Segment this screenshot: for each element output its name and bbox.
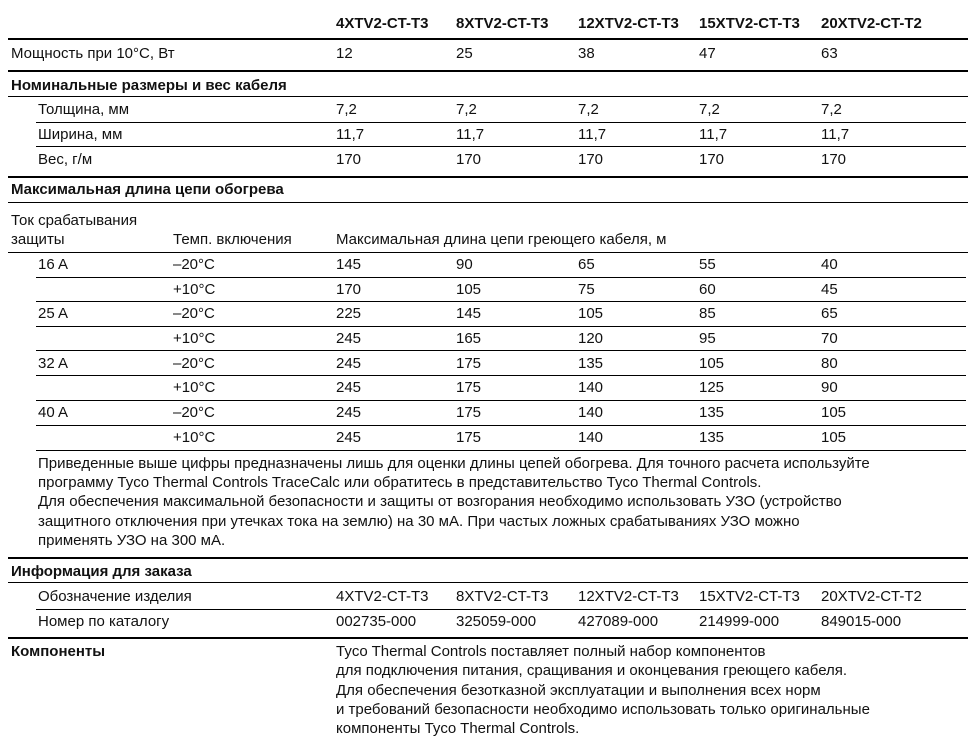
length-value: 105 xyxy=(821,404,847,421)
dimension-value: 11,7 xyxy=(456,126,485,143)
note-line: Приведенные выше цифры предназначены лишь для оценки длины цепей обогрева. Для точного расчета используйте xyxy=(38,455,870,472)
length-value: 170 xyxy=(336,281,362,298)
row-rule xyxy=(36,277,966,278)
length-value: 95 xyxy=(699,330,716,347)
length-value: 105 xyxy=(456,281,482,298)
components-title: Компоненты xyxy=(11,643,106,660)
length-value: 245 xyxy=(336,355,362,372)
temp-column-header: Темп. включения xyxy=(173,231,292,248)
length-value: 65 xyxy=(821,305,838,322)
current-value: 16 A xyxy=(38,256,69,273)
ordering-value: 214999-000 xyxy=(699,613,780,630)
length-value: 85 xyxy=(699,305,716,322)
length-value: 45 xyxy=(821,281,838,298)
model-header-5: 20XTV2-CT-T2 xyxy=(821,15,922,32)
dimension-value: 7,2 xyxy=(699,101,720,118)
dimension-value: 11,7 xyxy=(821,126,850,143)
power-value: 63 xyxy=(821,45,838,62)
length-value: 70 xyxy=(821,330,838,347)
temp-value: –20°C xyxy=(173,305,215,322)
header-rule xyxy=(8,38,968,40)
length-value: 225 xyxy=(336,305,362,322)
components-line: для подключения питания, сращивания и оконцевания греющего кабеля. xyxy=(336,662,848,679)
temp-value: +10°C xyxy=(173,330,216,347)
ordering-value: 12XTV2-CT-T3 xyxy=(578,588,679,605)
power-value: 47 xyxy=(699,45,716,62)
dimension-value: 170 xyxy=(456,151,482,168)
length-value: 245 xyxy=(336,429,362,446)
ordering-label: Номер по каталогу xyxy=(38,613,170,630)
length-value: 105 xyxy=(578,305,604,322)
length-value: 245 xyxy=(336,330,362,347)
components-line: и требований безопасности необходимо использовать только оригинальные xyxy=(336,701,870,718)
temp-value: +10°C xyxy=(173,379,216,396)
dimension-value: 170 xyxy=(699,151,725,168)
dimension-value: 170 xyxy=(821,151,847,168)
length-value: 60 xyxy=(699,281,716,298)
section-rule xyxy=(8,557,968,559)
section-rule xyxy=(8,252,968,253)
section-rule xyxy=(8,176,968,178)
dimension-value: 11,7 xyxy=(336,126,365,143)
circuit-title: Максимальная длина цепи обогрева xyxy=(11,181,284,198)
length-value: 65 xyxy=(578,256,595,273)
length-value: 245 xyxy=(336,404,362,421)
current-column-header: защиты xyxy=(11,231,65,248)
length-value: 80 xyxy=(821,355,838,372)
note-line: применять УЗО на 300 мА. xyxy=(38,532,226,549)
row-rule xyxy=(36,609,966,610)
model-header-2: 8XTV2-CT-T3 xyxy=(456,15,549,32)
temp-value: –20°C xyxy=(173,256,215,273)
row-rule xyxy=(36,375,966,376)
ordering-value: 325059-000 xyxy=(456,613,537,630)
note-line: Для обеспечения максимальной безопасности и защиты от возгорания необходимо использовать УЗО (устройство xyxy=(38,493,842,510)
section-rule xyxy=(8,637,968,639)
length-value: 75 xyxy=(578,281,595,298)
ordering-title: Информация для заказа xyxy=(11,563,192,580)
row-rule xyxy=(36,400,966,401)
length-value: 105 xyxy=(821,429,847,446)
section-rule xyxy=(8,202,968,203)
dimension-value: 7,2 xyxy=(456,101,477,118)
dimension-label: Толщина, мм xyxy=(38,101,130,118)
ordering-value: 8XTV2-CT-T3 xyxy=(456,588,549,605)
ordering-value: 15XTV2-CT-T3 xyxy=(699,588,800,605)
length-value: 175 xyxy=(456,355,482,372)
row-rule xyxy=(36,350,966,351)
length-value: 165 xyxy=(456,330,482,347)
length-value: 175 xyxy=(456,429,482,446)
dimension-label: Вес, г/м xyxy=(38,151,93,168)
ordering-value: 427089-000 xyxy=(578,613,659,630)
model-header-1: 4XTV2-CT-T3 xyxy=(336,15,429,32)
note-line: программу Tyco Thermal Controls TraceCalc или обратитесь в представительство Tyco Thermal Controls. xyxy=(38,474,762,491)
power-value: 12 xyxy=(336,45,353,62)
dimension-value: 170 xyxy=(336,151,362,168)
section-rule xyxy=(8,582,968,583)
ordering-label: Обозначение изделия xyxy=(38,588,192,605)
temp-value: –20°C xyxy=(173,404,215,421)
dimension-value: 7,2 xyxy=(578,101,599,118)
dimension-label: Ширина, мм xyxy=(38,126,123,143)
row-rule xyxy=(36,146,966,147)
power-value: 25 xyxy=(456,45,473,62)
temp-value: +10°C xyxy=(173,281,216,298)
section-rule xyxy=(8,70,968,72)
components-line: Для обеспечения безотказной эксплуатации и выполнения всех норм xyxy=(336,682,821,699)
dimension-value: 170 xyxy=(578,151,604,168)
length-value: 140 xyxy=(578,404,604,421)
model-header-3: 12XTV2-CT-T3 xyxy=(578,15,679,32)
row-rule xyxy=(36,450,966,451)
length-value: 175 xyxy=(456,379,482,396)
length-value: 175 xyxy=(456,404,482,421)
power-label: Мощность при 10°C, Вт xyxy=(11,45,175,62)
row-rule xyxy=(36,301,966,302)
model-header-4: 15XTV2-CT-T3 xyxy=(699,15,800,32)
ordering-value: 849015-000 xyxy=(821,613,902,630)
section-rule xyxy=(8,96,968,97)
row-rule xyxy=(36,425,966,426)
power-value: 38 xyxy=(578,45,595,62)
length-value: 55 xyxy=(699,256,716,273)
length-value: 145 xyxy=(336,256,362,273)
dimensions-title: Номинальные размеры и вес кабеля xyxy=(11,77,287,94)
current-value: 32 A xyxy=(38,355,69,372)
length-value: 120 xyxy=(578,330,604,347)
dimension-value: 7,2 xyxy=(821,101,842,118)
components-line: Tyco Thermal Controls поставляет полный набор компонентов xyxy=(336,643,766,660)
length-value: 140 xyxy=(578,429,604,446)
dimension-value: 11,7 xyxy=(578,126,607,143)
length-value: 145 xyxy=(456,305,482,322)
length-value: 245 xyxy=(336,379,362,396)
length-value: 135 xyxy=(578,355,604,372)
ordering-value: 20XTV2-CT-T2 xyxy=(821,588,922,605)
dimension-value: 11,7 xyxy=(699,126,728,143)
length-value: 105 xyxy=(699,355,725,372)
length-value: 125 xyxy=(699,379,725,396)
note-line: защитного отключения при утечках тока на землю) на 30 мА. При частых ложных срабатываниях УЗО можно xyxy=(38,513,800,530)
length-value: 90 xyxy=(821,379,838,396)
length-value: 40 xyxy=(821,256,838,273)
components-line: компоненты Tyco Thermal Controls. xyxy=(336,720,580,737)
row-rule xyxy=(36,326,966,327)
dimension-value: 7,2 xyxy=(336,101,357,118)
temp-value: +10°C xyxy=(173,429,216,446)
length-column-header: Максимальная длина цепи греющего кабеля, м xyxy=(336,231,667,248)
ordering-value: 002735-000 xyxy=(336,613,417,630)
current-column-header: Ток срабатывания xyxy=(11,212,138,229)
length-value: 140 xyxy=(578,379,604,396)
length-value: 135 xyxy=(699,429,725,446)
length-value: 90 xyxy=(456,256,473,273)
length-value: 135 xyxy=(699,404,725,421)
ordering-value: 4XTV2-CT-T3 xyxy=(336,588,429,605)
temp-value: –20°C xyxy=(173,355,215,372)
row-rule xyxy=(36,122,966,123)
current-value: 25 A xyxy=(38,305,69,322)
current-value: 40 A xyxy=(38,404,69,421)
